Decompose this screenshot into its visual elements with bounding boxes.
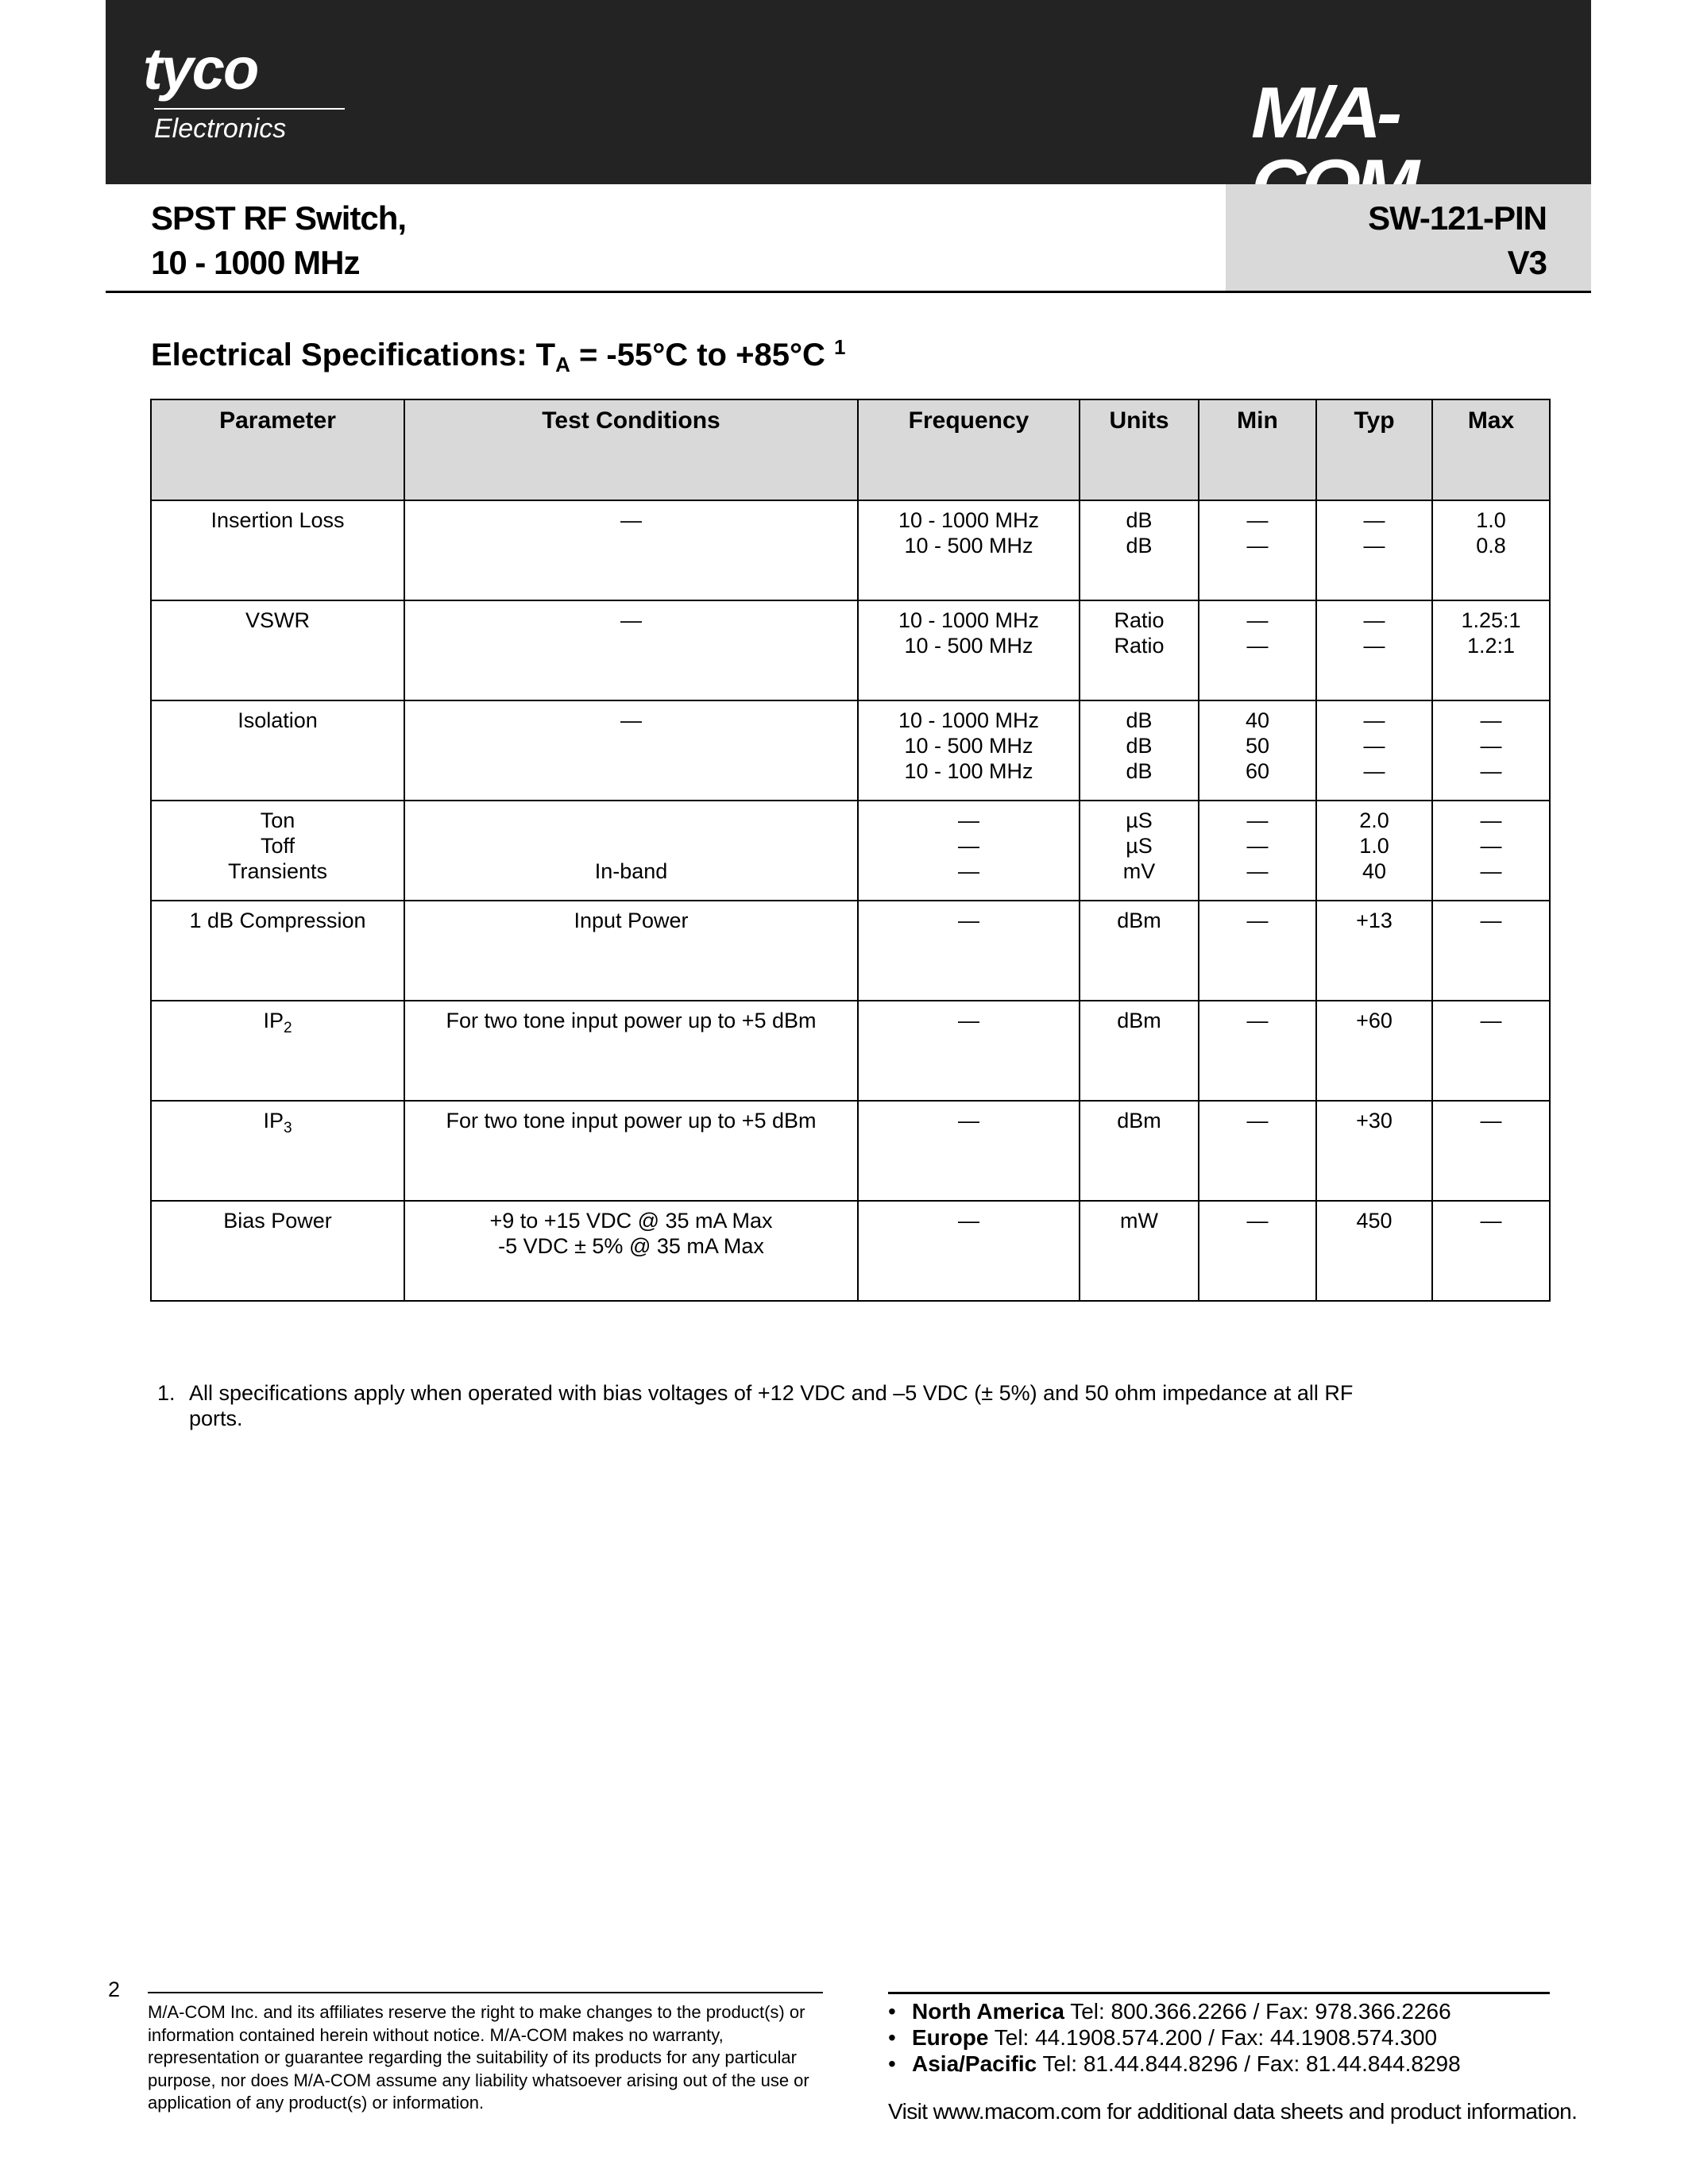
column-header: Test Conditions [404, 399, 858, 500]
cell-line: — [1246, 834, 1269, 858]
table-row [151, 901, 1550, 1001]
tyco-logo: tyco [143, 36, 258, 102]
cell-line: 450 [1356, 1209, 1393, 1233]
frequency-cell [858, 1001, 1080, 1101]
cell-line: — [1480, 808, 1502, 832]
column-header: Frequency [858, 399, 1080, 500]
cell-line: mV [1122, 859, 1156, 883]
min-cell [1199, 1101, 1316, 1201]
frequency-cell [858, 801, 1080, 901]
part-number: SW-121-PIN [1368, 199, 1547, 237]
units-cell [1080, 500, 1199, 600]
cell-line: 1.0 [1359, 834, 1389, 858]
cell-line: 60 [1245, 759, 1270, 783]
title-divider [106, 291, 1591, 293]
cell-line: In-band [594, 859, 668, 883]
max-cell [1432, 801, 1550, 901]
frequency-cell [858, 700, 1080, 801]
footer-visit-text: Visit www.macom.com for additional data sheets and product information. [888, 2099, 1578, 2124]
cell-line: 40 [1362, 859, 1387, 883]
table-body [151, 500, 1550, 1301]
cell-line: 0.8 [1476, 534, 1506, 558]
cell-line: Ton [260, 808, 295, 832]
min-cell [1199, 600, 1316, 700]
cell-line: For two tone input power up to +5 dBm [446, 1009, 817, 1032]
cell-line: 40 [1245, 708, 1270, 732]
cell-line: dBm [1117, 1009, 1161, 1032]
min-cell [1199, 1001, 1316, 1101]
cell-line: — [958, 1209, 979, 1233]
max-cell [1432, 700, 1550, 801]
cell-line [408, 808, 854, 833]
table-header-row [151, 399, 1550, 500]
cell-line: 1.25:1 [1461, 608, 1521, 632]
max-cell [1432, 1201, 1550, 1301]
cell-line: +60 [1356, 1009, 1393, 1032]
cell-line: — [958, 1109, 979, 1133]
cell-line: 10 - 500 MHz [904, 734, 1033, 758]
typ-cell [1316, 1101, 1432, 1201]
cell-line: +30 [1356, 1109, 1393, 1133]
bullet-icon: • [888, 1999, 896, 2024]
footnote [157, 1380, 1412, 1431]
cell-line: — [1246, 808, 1269, 832]
cell-line: dB [1126, 734, 1153, 758]
product-title [151, 196, 406, 285]
part-number-block [1368, 196, 1547, 285]
frequency-cell [858, 1201, 1080, 1301]
cell-line: Transients [227, 859, 328, 883]
typ-cell [1316, 801, 1432, 901]
column-header: Units [1080, 399, 1199, 500]
conditions-cell [404, 1201, 858, 1301]
min-cell [1199, 500, 1316, 600]
tyco-logo-rule [154, 108, 345, 110]
macom-logo-text: M/A- [1251, 72, 1397, 153]
cell-line: — [1363, 734, 1385, 758]
frequency-cell [858, 901, 1080, 1001]
footer-contacts [888, 1998, 1571, 2077]
cell-line: — [1363, 634, 1385, 658]
cell-line: For two tone input power up to +5 dBm [446, 1109, 817, 1133]
cell-line: Ratio [1114, 608, 1165, 632]
bullet-icon: • [888, 2025, 896, 2050]
parameter-cell [151, 1201, 404, 1301]
column-header: Parameter [151, 399, 404, 500]
units-cell [1080, 1001, 1199, 1101]
contact-region: North America [912, 1999, 1064, 2024]
parameter-cell [151, 700, 404, 801]
footnote-text: All specifications apply when operated with bias voltages of +12 VDC and –5 VDC (± 5%) and 50 ohm impedance at all RF ports. [189, 1381, 1354, 1430]
max-cell [1432, 500, 1550, 600]
cell-line: dB [1126, 508, 1153, 532]
cell-line: — [1480, 708, 1502, 732]
cell-line: — [1363, 534, 1385, 558]
contact-details: Tel: 800.366.2266 / Fax: 978.366.2266 [1070, 1999, 1451, 2024]
parameter-subscript: 3 [283, 1120, 292, 1136]
cell-line: — [1480, 859, 1502, 883]
cell-line: +13 [1356, 909, 1393, 932]
contact-region: Asia/Pacific [912, 2051, 1037, 2076]
table-row [151, 600, 1550, 700]
conditions-cell [404, 901, 858, 1001]
cell-line: dB [1126, 708, 1153, 732]
cell-line [155, 1008, 400, 1041]
cell-line: µS [1126, 834, 1153, 858]
cell-line: — [1246, 634, 1269, 658]
cell-line: — [1246, 1209, 1269, 1233]
cell-line: 10 - 1000 MHz [898, 508, 1040, 532]
typ-cell [1316, 1001, 1432, 1101]
electrical-specifications-heading [151, 327, 845, 384]
cell-line: +9 to +15 VDC @ 35 mA Max [489, 1209, 773, 1233]
cell-line: -5 VDC ± 5% @ 35 mA Max [498, 1234, 764, 1258]
electrical-specs-table [150, 399, 1551, 1302]
units-cell [1080, 1101, 1199, 1201]
table-row [151, 801, 1550, 901]
max-cell [1432, 1001, 1550, 1101]
parameter-cell [151, 600, 404, 700]
cell-line: Ratio [1114, 634, 1165, 658]
typ-cell [1316, 600, 1432, 700]
footer-divider-right [888, 1992, 1550, 1994]
contact-row [888, 2024, 1571, 2051]
cell-line: — [1246, 1109, 1269, 1133]
table-row [151, 1001, 1550, 1101]
conditions-cell [404, 500, 858, 600]
cell-line: Insertion Loss [211, 508, 345, 532]
frequency-cell [858, 600, 1080, 700]
contact-details: Tel: 81.44.844.8296 / Fax: 81.44.844.8298 [1042, 2051, 1461, 2076]
heading-prefix: Electrical Specifications: T [151, 338, 556, 372]
contact-details: Tel: 44.1908.574.200 / Fax: 44.1908.574.300 [994, 2025, 1438, 2050]
max-cell [1432, 901, 1550, 1001]
table-row [151, 500, 1550, 600]
conditions-cell [404, 1101, 858, 1201]
units-cell [1080, 600, 1199, 700]
parameter-cell [151, 500, 404, 600]
cell-line: — [958, 909, 979, 932]
heading-subscript: A [555, 353, 570, 376]
typ-cell [1316, 700, 1432, 801]
column-header: Typ [1316, 399, 1432, 500]
contact-row [888, 2051, 1571, 2077]
min-cell [1199, 901, 1316, 1001]
cell-line: mW [1120, 1209, 1158, 1233]
cell-line: — [1480, 1009, 1502, 1032]
max-cell [1432, 600, 1550, 700]
cell-line: µS [1126, 808, 1153, 832]
cell-line: — [1480, 759, 1502, 783]
cell-line: dB [1126, 534, 1153, 558]
table-row [151, 1101, 1550, 1201]
cell-line: — [1480, 734, 1502, 758]
cell-line: Input Power [574, 909, 689, 932]
typ-cell [1316, 901, 1432, 1001]
cell-line: — [1246, 859, 1269, 883]
cell-line: 10 - 500 MHz [904, 634, 1033, 658]
footnote-number: 1. [157, 1381, 176, 1405]
frequency-cell [858, 500, 1080, 600]
footer-divider-left [148, 1992, 823, 1993]
table-row [151, 1201, 1550, 1301]
cell-line: — [620, 508, 642, 532]
cell-line: 1.2:1 [1466, 634, 1516, 658]
cell-line: dB [1126, 759, 1153, 783]
cell-line: 1.0 [1476, 508, 1506, 532]
column-header: Max [1432, 399, 1550, 500]
units-cell [1080, 700, 1199, 801]
parameter-subscript: 2 [283, 1020, 292, 1036]
cell-line: VSWR [245, 608, 310, 632]
cell-line: — [1480, 1209, 1502, 1233]
cell-line [155, 1108, 400, 1141]
cell-line: Toff [260, 834, 295, 858]
version: V3 [1507, 244, 1547, 281]
cell-line: — [620, 708, 642, 732]
parameter-main: IP [263, 1009, 284, 1032]
table-row [151, 700, 1550, 801]
cell-line: Isolation [238, 708, 318, 732]
macom-logo [1251, 73, 1549, 160]
cell-line: 50 [1245, 734, 1270, 758]
cell-line: 10 - 1000 MHz [898, 608, 1040, 632]
cell-line [408, 833, 854, 859]
column-header: Min [1199, 399, 1316, 500]
footer-disclaimer: M/A-COM Inc. and its affiliates reserve the right to make changes to the product(s) or information contained herein without notice. M/A-COM makes no warranty, representation or guarantee regarding the suitability of its products for any particular purpose, nor does M/A-COM assume any liability whatsoever arising out of the use or application of any product(s) or information. [148, 2002, 809, 2113]
conditions-cell [404, 1001, 858, 1101]
heading-footnote-ref: 1 [833, 335, 846, 359]
cell-line: — [1480, 909, 1502, 932]
typ-cell [1316, 500, 1432, 600]
cell-line: — [958, 859, 979, 883]
page-number: 2 [108, 1978, 121, 2001]
heading-range: = -55°C to +85°C [570, 338, 834, 372]
cell-line: — [958, 808, 979, 832]
cell-line: 10 - 100 MHz [904, 759, 1033, 783]
product-title-line2: 10 - 1000 MHz [151, 244, 360, 281]
units-cell [1080, 801, 1199, 901]
contact-region: Europe [912, 2025, 989, 2050]
tyco-electronics-text: Electronics [154, 114, 287, 144]
cell-line: 10 - 500 MHz [904, 534, 1033, 558]
cell-line: 10 - 1000 MHz [898, 708, 1040, 732]
min-cell [1199, 801, 1316, 901]
bullet-icon: • [888, 2051, 896, 2076]
cell-line: dBm [1117, 909, 1161, 932]
cell-line: — [1363, 708, 1385, 732]
conditions-cell [404, 600, 858, 700]
frequency-cell [858, 1101, 1080, 1201]
min-cell [1199, 1201, 1316, 1301]
cell-line: — [958, 834, 979, 858]
cell-line: — [1246, 534, 1269, 558]
conditions-cell [404, 801, 858, 901]
cell-line: — [1480, 834, 1502, 858]
parameter-cell [151, 901, 404, 1001]
parameter-cell [151, 1001, 404, 1101]
parameter-main: IP [263, 1109, 284, 1133]
cell-line: 2.0 [1359, 808, 1389, 832]
cell-line: — [1246, 508, 1269, 532]
cell-line: — [620, 608, 642, 632]
cell-line: — [1246, 608, 1269, 632]
typ-cell [1316, 1201, 1432, 1301]
parameter-cell [151, 1101, 404, 1201]
parameter-cell [151, 801, 404, 901]
units-cell [1080, 901, 1199, 1001]
cell-line: Bias Power [223, 1209, 332, 1233]
cell-line: — [1363, 759, 1385, 783]
cell-line: 1 dB Compression [189, 909, 366, 932]
cell-line: — [1363, 508, 1385, 532]
cell-line: — [1480, 1109, 1502, 1133]
cell-line: dBm [1117, 1109, 1161, 1133]
cell-line: — [1363, 608, 1385, 632]
min-cell [1199, 700, 1316, 801]
product-title-line1: SPST RF Switch, [151, 199, 407, 237]
units-cell [1080, 1201, 1199, 1301]
cell-line: — [1246, 909, 1269, 932]
max-cell [1432, 1101, 1550, 1201]
cell-line: — [958, 1009, 979, 1032]
cell-line: — [1246, 1009, 1269, 1032]
contact-row [888, 1998, 1571, 2024]
conditions-cell [404, 700, 858, 801]
